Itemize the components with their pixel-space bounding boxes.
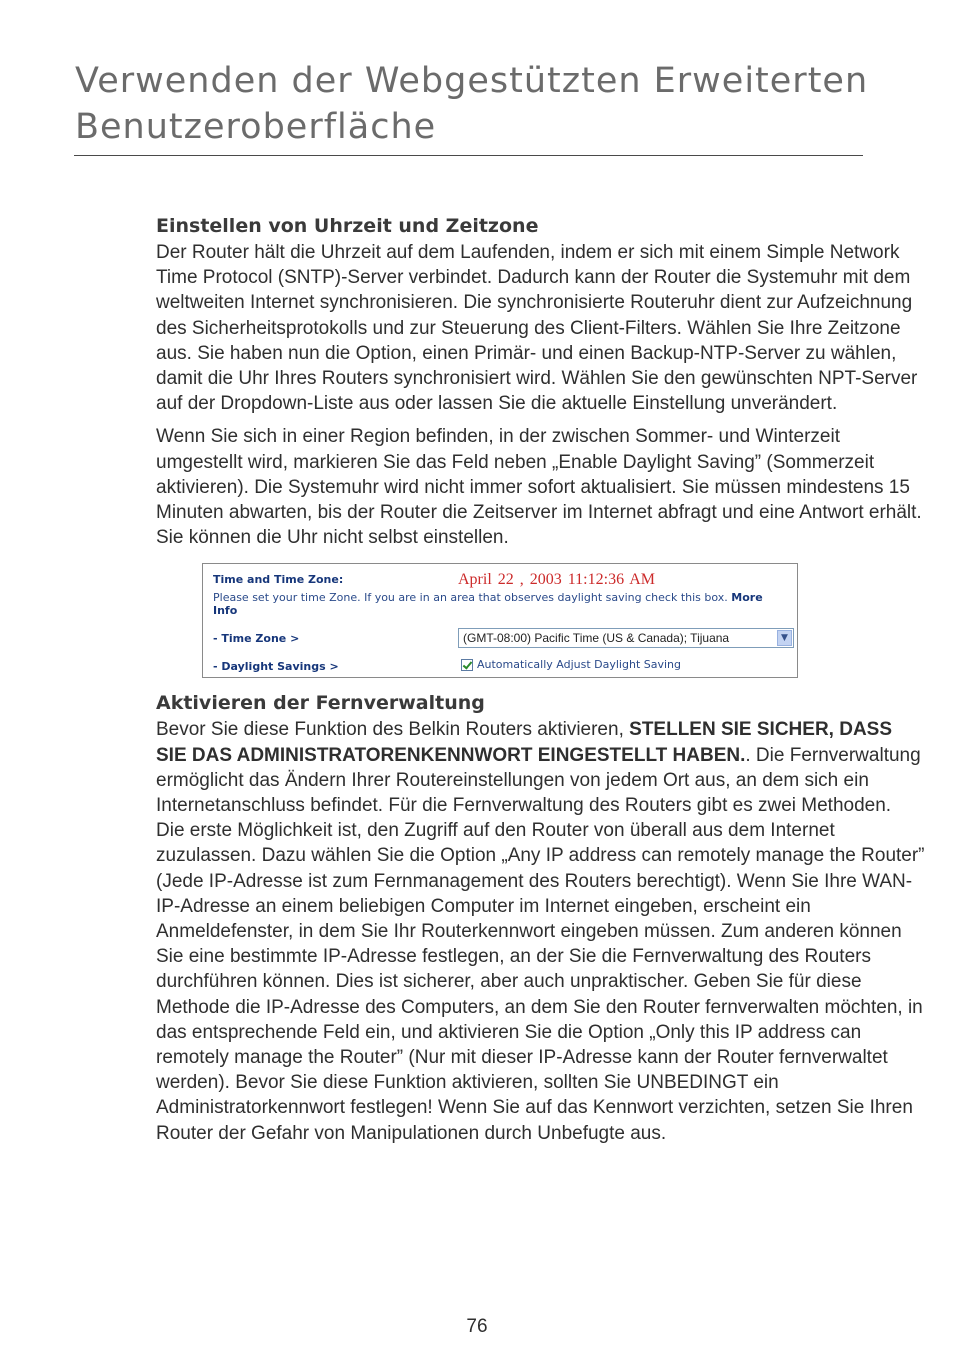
chevron-down-icon[interactable]: ▼: [777, 630, 792, 646]
paragraph-remote-1: [156, 717, 926, 818]
remote-intro-continued: . Die Fernverwaltung ermöglicht das Ändern Ihrer Routereinstellungen von jedem Ort aus, an dem sich ein Internetanschluss befindet. Für die Fernverwaltung des Routers gibt es zwei Methoden.: [156, 744, 921, 817]
daylight-savings-checkbox-label: Automatically Adjust Daylight Saving: [477, 658, 681, 672]
time-zone-screenshot: [202, 563, 798, 678]
section-time-zone: [156, 213, 926, 550]
title-divider: [74, 155, 863, 156]
time-zone-row-label: - Time Zone >: [213, 632, 300, 646]
time-zone-info: [213, 591, 789, 617]
time-zone-selected-value: (GMT-08:00) Pacific Time (US & Canada); Tijuana: [463, 631, 730, 646]
current-datetime: April 22 , 2003 11:12:36 AM: [458, 571, 655, 589]
section-heading-remote: Aktivieren der Fernverwaltung: [156, 692, 485, 715]
paragraph-time-1: Der Router hält die Uhrzeit auf dem Laufenden, indem er sich mit einem Simple Network Time Protocol (SNTP)-Server verbindet. Dadurch kann der Router die Systemuhr mit dem weltweiten Internet synchronisieren. Die synchronisierte Routeruhr dient zur Aufzeichnung des Sicherheitsprotokolls und zur Steuerung des Client-Filters. Wählen Sie Ihre Zeitzone aus. Sie haben nun die Option, einen Primär- und einen Backup-NTP-Server zu wählen, damit die Uhr Ihres Routers synchronisiert wird. Wählen Sie den gewünschten NPT-Server auf der Dropdown-Liste aus oder lassen Sie die aktuelle Einstellung unverändert.: [156, 242, 918, 415]
daylight-savings-option: [461, 658, 681, 671]
section-heading-time: Einstellen von Uhrzeit und Zeitzone: [156, 215, 539, 237]
remote-warning-bold: STELLEN SIE SICHER, DASS SIE DAS ADMINISTRATORENKENNWORT EINGESTELLT HABEN.: [156, 719, 893, 766]
screenshot-body: [213, 571, 789, 674]
paragraph-time-2: Wenn Sie sich in einer Region befinden, in der zwischen Sommer- und Winterzeit umgestellt wird, markieren Sie das Feld neben „Enable Daylight Saving” (Sommerzeit aktivieren). Die Systemuhr wird nicht immer sofort aktualisiert. Sie müssen mindestens 15 Minuten abwarten, bis der Router die Zeitserver im Internet abfragt und eine Antwort erhält. Sie können die Uhr nicht selbst einstellen.: [156, 426, 922, 549]
more-info-link[interactable]: More Info: [213, 591, 763, 618]
page-title-line-2: Benutzeroberfläche: [75, 107, 437, 147]
daylight-savings-checkbox[interactable]: [461, 659, 473, 671]
page-number: 76: [466, 1316, 488, 1337]
remote-intro: Bevor Sie diese Funktion des Belkin Routers aktivieren,: [156, 719, 630, 741]
section-remote-management: [156, 690, 926, 1145]
page-title: [75, 58, 875, 150]
page-title-line-1: Verwenden der Webgestützten Erweiterten: [75, 61, 869, 101]
paragraph-remote-2: Die erste Möglichkeit ist, den Zugriff auf den Router von überall aus dem Internet zuzulassen. Dazu wählen Sie die Option „Any IP address can remotely manage the Router” (Jede IP-Adresse ist zum Fernmanagement des Routers berechtigt). Wenn Sie Ihre WAN-IP-Adresse an einem beliebigen Computer im Internet eingeben, erscheint ein Anmeldefenster, in dem Sie Ihr Routerkennwort eingeben müssen. Zum anderen können Sie eine bestimmte IP-Adresse festlegen, an der Sie die Fernverwaltung des Routers durchführen können. Dies ist sicherer, aber auch unpraktischer. Geben Sie für diese Methode die IP-Adresse des Computers, an dem Sie den Router fernverwalten möchten, in das entsprechende Feld ein, und aktivieren Sie die Option „Only this IP address can remotely manage the Router” (Nur mit dieser IP-Adresse kann der Router fernverwaltet werden). Bevor Sie diese Funktion aktivieren, sollten Sie UNBEDINGT ein Administratorkennwort festlegen! Wenn Sie auf das Kennwort verzichten, setzen Sie Ihren Router der Gefahr von Manipulationen durch Unbefugte aus.: [156, 820, 925, 1144]
daylight-savings-row: [213, 656, 789, 678]
time-zone-info-text: Please set your time Zone. If you are in an area that observes daylight saving check this box.: [213, 591, 728, 605]
main-content: [156, 213, 926, 1146]
time-zone-select[interactable]: [458, 628, 794, 648]
daylight-savings-label: - Daylight Savings >: [213, 660, 339, 674]
time-zone-label: Time and Time Zone:: [213, 573, 344, 587]
time-zone-row: [213, 628, 789, 650]
